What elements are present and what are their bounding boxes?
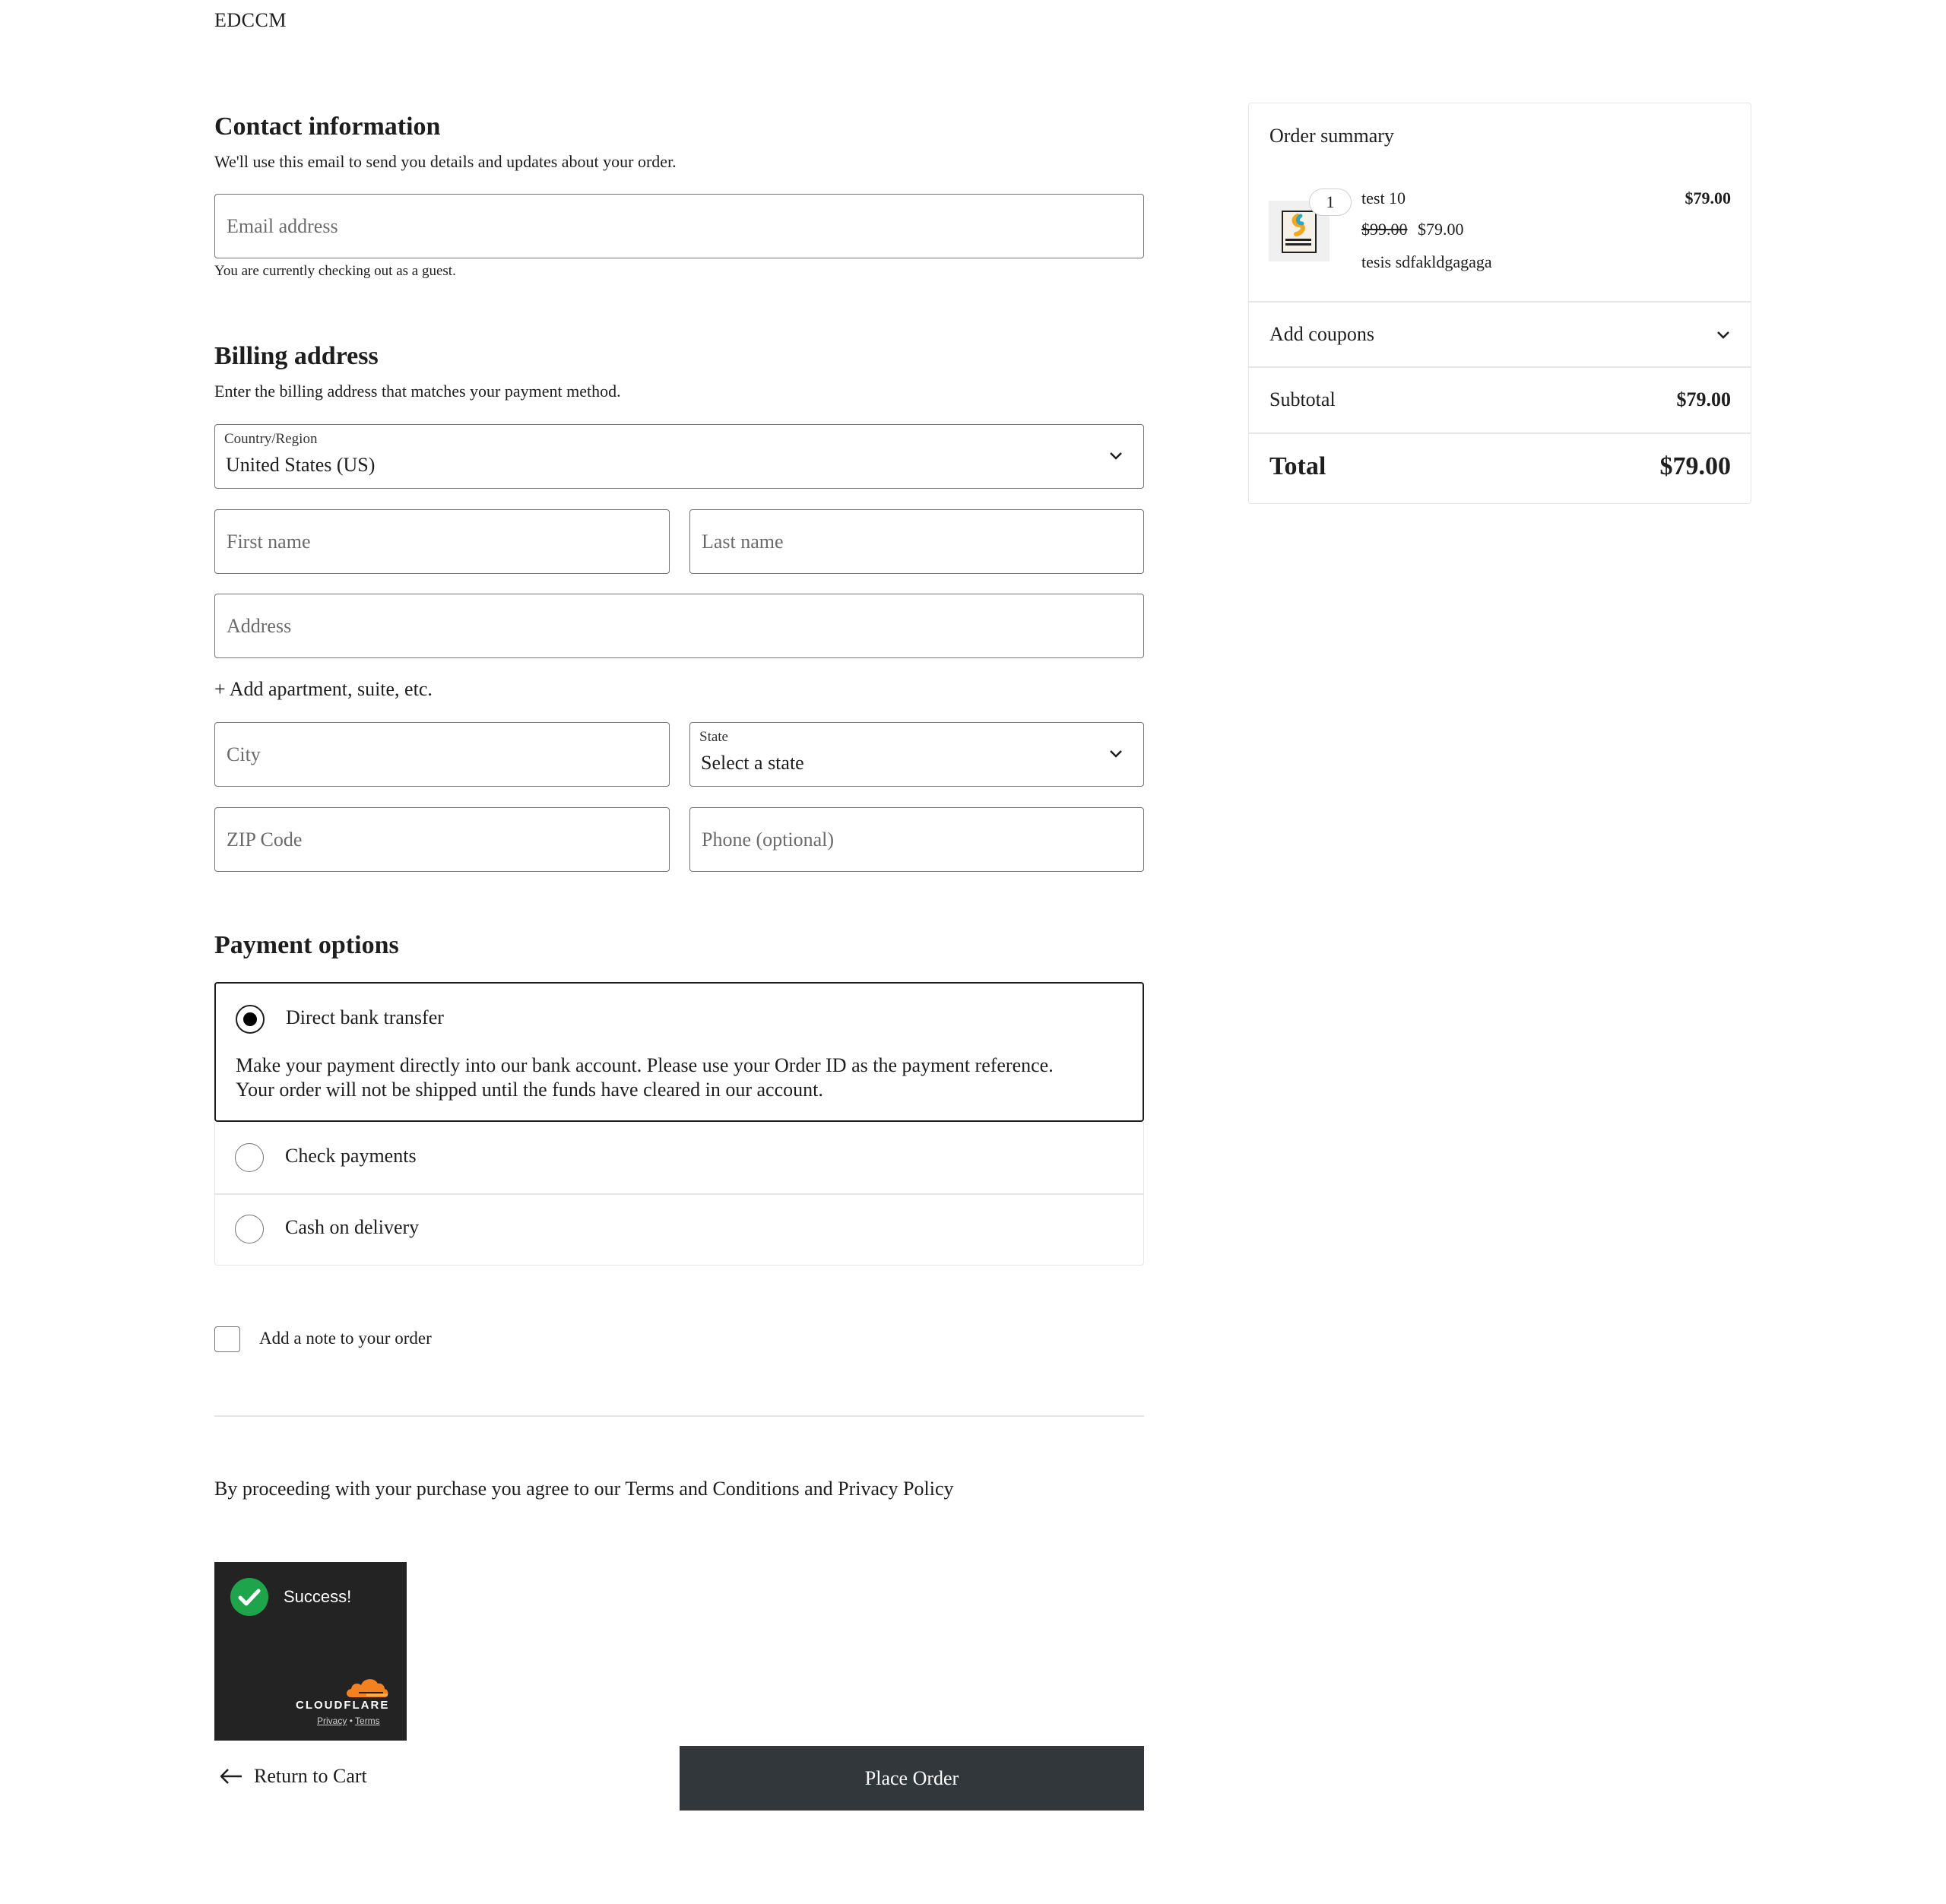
total-value: $79.00 — [1659, 452, 1731, 480]
billing-heading: Billing address — [214, 342, 379, 370]
cloudflare-brand: CLOUDFLARE — [296, 1699, 390, 1712]
payment-option-cod[interactable] — [215, 1194, 1143, 1266]
state-label: State — [699, 729, 728, 745]
item-line-total: $79.00 — [1685, 188, 1731, 208]
total-label: Total — [1269, 452, 1326, 480]
order-summary-heading: Order summary — [1269, 125, 1394, 147]
phone-field[interactable] — [689, 807, 1144, 872]
item-sale-price: $79.00 — [1418, 220, 1464, 239]
item-original-price: $99.00 — [1361, 220, 1408, 239]
quantity-badge: 1 — [1309, 188, 1352, 216]
success-check-icon — [230, 1578, 268, 1616]
zip-field[interactable] — [214, 807, 670, 872]
guest-note: You are currently checking out as a guest. — [214, 263, 456, 279]
order-summary — [1248, 103, 1751, 504]
return-to-cart-link[interactable] — [219, 1765, 367, 1788]
check-payments-radio[interactable] — [235, 1143, 264, 1172]
email-field[interactable] — [214, 194, 1144, 258]
subtotal-label: Subtotal — [1269, 388, 1336, 410]
chevron-down-icon — [1108, 746, 1124, 761]
terms-text: By proceeding with your purchase you agree to our Terms and Conditions and Privacy Policy — [214, 1478, 954, 1500]
divider — [214, 1415, 1144, 1417]
return-to-cart-label: Return to Cart — [254, 1765, 367, 1787]
contact-description: We'll use this email to send you details and updates about your order. — [214, 152, 677, 171]
last-name-field[interactable] — [689, 509, 1144, 574]
state-select[interactable] — [689, 722, 1144, 787]
add-coupons-label: Add coupons — [1269, 323, 1374, 345]
captcha-links — [317, 1716, 380, 1726]
bank-transfer-description — [236, 1053, 1054, 1102]
payment-option-check[interactable] — [215, 1122, 1143, 1193]
captcha-status: Success! — [284, 1587, 352, 1606]
add-coupons-toggle[interactable] — [1249, 303, 1751, 366]
first-name-input[interactable] — [215, 510, 669, 573]
cloudflare-logo-icon — [344, 1674, 391, 1700]
contact-heading: Contact information — [214, 112, 441, 141]
country-label: Country/Region — [224, 431, 318, 447]
subtotal-value: $79.00 — [1676, 388, 1731, 410]
bank-transfer-radio[interactable] — [236, 1005, 265, 1034]
zip-input[interactable] — [215, 808, 669, 871]
chevron-down-icon — [1108, 448, 1124, 463]
item-description: tesis sdfakldgagaga — [1361, 252, 1492, 271]
arrow-left-icon — [219, 1767, 243, 1785]
captcha-terms-link[interactable]: Terms — [355, 1716, 380, 1726]
captcha-widget[interactable] — [214, 1562, 407, 1741]
address-field[interactable] — [214, 594, 1144, 658]
captcha-dot: • — [349, 1716, 353, 1726]
payment-heading: Payment options — [214, 931, 399, 959]
cash-on-delivery-label: Cash on delivery — [285, 1216, 420, 1238]
order-note-checkbox[interactable] — [214, 1326, 240, 1352]
country-value: United States (US) — [226, 454, 376, 476]
country-select[interactable] — [214, 424, 1144, 489]
payment-options-rest — [214, 1122, 1144, 1266]
chevron-down-icon — [1716, 327, 1731, 342]
order-note-label[interactable]: Add a note to your order — [259, 1329, 432, 1348]
place-order-button[interactable]: Place Order — [680, 1746, 1144, 1811]
captcha-privacy-link[interactable]: Privacy — [317, 1716, 347, 1726]
check-payments-label: Check payments — [285, 1145, 417, 1167]
billing-description: Enter the billing address that matches your payment method. — [214, 382, 621, 401]
email-input[interactable] — [215, 195, 1143, 258]
divider — [1249, 432, 1751, 434]
bank-transfer-description-line2: Your order will not be shipped until the funds have cleared in our account. — [236, 1079, 823, 1101]
cash-on-delivery-radio[interactable] — [235, 1215, 264, 1243]
item-prices — [1361, 220, 1464, 239]
city-field[interactable] — [214, 722, 670, 787]
last-name-input[interactable] — [690, 510, 1143, 573]
city-input[interactable] — [215, 723, 669, 786]
first-name-field[interactable] — [214, 509, 670, 574]
phone-input[interactable] — [690, 808, 1143, 871]
bank-transfer-description-line1: Make your payment directly into our bank account. Please use your Order ID as the payment reference. — [236, 1054, 1054, 1076]
add-apartment-link[interactable]: + Add apartment, suite, etc. — [214, 678, 433, 700]
item-name: test 10 — [1361, 188, 1406, 208]
address-input[interactable] — [215, 594, 1143, 657]
state-value: Select a state — [701, 752, 804, 774]
bank-transfer-label: Direct bank transfer — [286, 1006, 444, 1028]
divider — [1249, 366, 1751, 368]
payment-option-bank-transfer[interactable] — [214, 982, 1144, 1122]
site-title[interactable]: EDCCM — [214, 9, 287, 31]
